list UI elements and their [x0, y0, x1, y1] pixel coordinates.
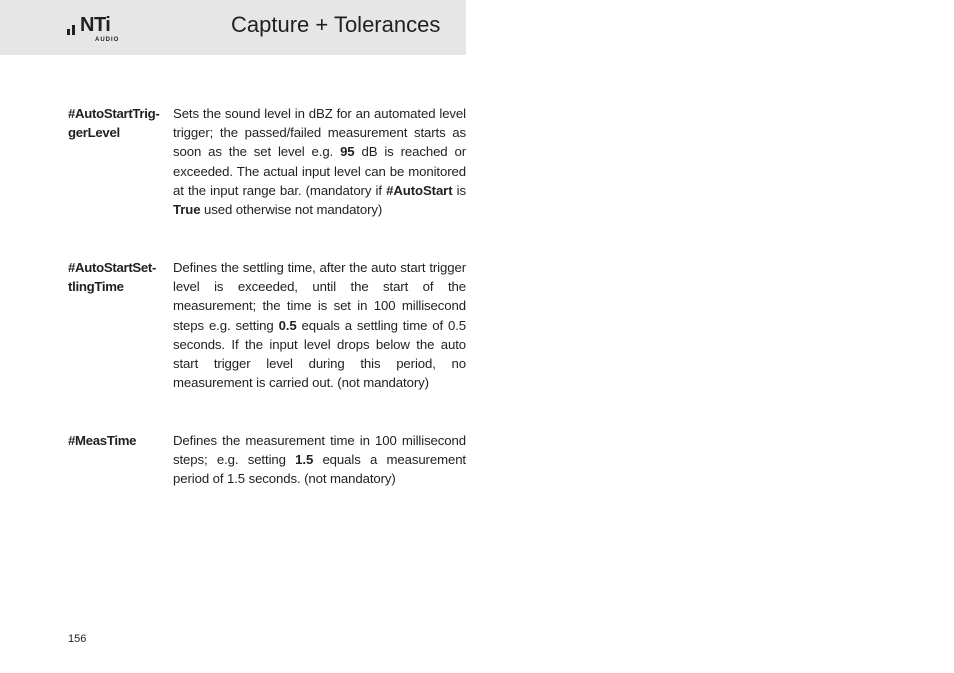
entry-term — [68, 104, 178, 142]
desc-text: Defines the settling time, after the auto start trigger level is exceeded, until the start of the measurement; the time is set in 100 millisecond steps e.g. setting — [173, 260, 466, 333]
nti-audio-logo — [67, 15, 127, 45]
term-line: gerLevel — [68, 125, 120, 141]
term-line: #AutoStartSet- — [68, 260, 157, 275]
entry-description — [173, 104, 466, 219]
desc-text: used otherwise not mandatory) — [200, 202, 383, 218]
entry-term — [68, 431, 178, 450]
entry-description — [173, 431, 466, 489]
term-line: #MeasTime — [68, 433, 137, 448]
entry-description — [173, 258, 466, 392]
term-line: tlingTime — [68, 279, 124, 295]
desc-text: equals a settling time of 0.5 seconds. If the input level drops below the auto start trigger level during this period, no measurement is carried out. (not mandatory) — [173, 317, 466, 391]
desc-text: is — [452, 182, 467, 198]
entry-term — [68, 258, 178, 296]
page-number: 156 — [68, 633, 87, 645]
desc-bold: True — [173, 202, 201, 218]
page-title: Capture + Tolerances — [231, 12, 441, 37]
term-line: #AutoStartTrig- — [68, 106, 160, 121]
desc-bold: 0.5 — [278, 317, 297, 333]
desc-bold: #AutoStart — [386, 182, 453, 198]
desc-text: Defines the measurement time in 100 millisecond steps; e.g. setting — [173, 433, 466, 468]
logo-subtext: AUDIO — [95, 37, 120, 43]
desc-text: Sets the sound level in dBZ for an automated level trigger; the passed/failed measurement starts as soon as the set level e.g. — [173, 106, 466, 160]
logo-wordmark: NTi — [80, 14, 111, 36]
desc-bold: 95 — [340, 144, 355, 160]
desc-text: equals a measurement period of 1.5 seconds. (not mandatory) — [173, 452, 467, 487]
header-bar — [0, 0, 466, 55]
desc-text: dB is reached or exceeded. The actual input level can be monitored at the input range bar. (mandatory if — [173, 144, 466, 198]
level-bars-icon — [67, 21, 81, 35]
desc-bold: 1.5 — [295, 452, 314, 468]
